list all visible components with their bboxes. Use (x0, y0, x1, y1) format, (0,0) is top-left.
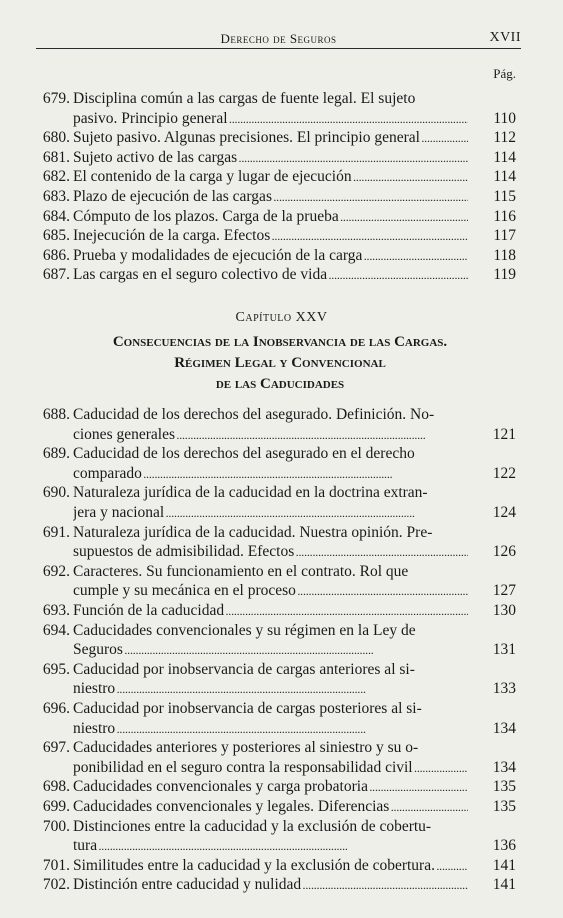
running-head-title: Derecho de Seguros (220, 31, 337, 46)
toc-entry-number: 699. (42, 798, 70, 815)
toc-entry-number: 684. (42, 207, 70, 225)
toc-entry-title-line: ciones generales . . . (73, 427, 468, 443)
toc-entry-page: 114 (493, 168, 516, 186)
toc-entry-title-line: Disciplina común a las cargas de fuente legal. El sujeto (73, 91, 416, 107)
toc-entry-title-line: niestro . . . (73, 721, 468, 737)
toc-entry-page: 115 (493, 188, 516, 205)
toc-entry-number: 697. (42, 739, 70, 757)
toc-entry-number: 688. (42, 406, 70, 423)
toc-entry-title-line: El contenido de la carga y lugar de ejecución . . . (73, 169, 468, 185)
toc-entry-number: 687. (42, 266, 70, 284)
toc-entry-title-line: Similitudes entre la caducidad y la exclusión de cobertura. . . . (73, 858, 468, 874)
toc-entry-page: 133 (492, 680, 516, 698)
toc-entry-title-line: Caducidades convencionales y carga probatoria . . . (73, 779, 468, 795)
toc-entry-title-line: niestro . . . (73, 681, 468, 697)
toc-entry-number: 700. (42, 817, 70, 835)
toc-entry-title-line: Caducidad por inobservancia de cargas posteriores al si- (73, 701, 422, 717)
toc-entry-title-line: Seguros . . . (73, 642, 468, 658)
toc-entry-number: 679. (42, 90, 70, 107)
running-head-page-number: XVII (489, 30, 521, 45)
toc-entry-page: 110 (493, 109, 516, 127)
toc-entry-page: 141 (492, 856, 516, 874)
toc-entry-title-line: Caracteres. Su funcionamiento en el contrato. Rol que (73, 563, 409, 580)
toc-entry-title-line: Caducidad de los derechos del asegurado. Definición. No- (73, 407, 435, 423)
toc-entry-number: 681. (42, 148, 70, 166)
toc-entry-page: 134 (492, 719, 516, 737)
toc-entry-title-line: Naturaleza jurídica de la caducidad en la doctrina extran- (73, 485, 428, 502)
toc-entry-page: 122 (492, 464, 516, 482)
toc-entry-title-line: Distinción entre caducidad y nulidad . . . (73, 877, 468, 893)
toc-entry-number: 696. (42, 700, 70, 717)
toc-entry-title-line: Función de la caducidad . . . (73, 603, 468, 619)
toc-entry-page: 135 (492, 798, 516, 815)
toc-entry-number: 683. (42, 188, 70, 205)
toc-entry-title-line: Prueba y modalidades de ejecución de la carga . . . (73, 248, 468, 264)
toc-entry-page: 126 (492, 543, 516, 561)
toc-entry-number: 693. (42, 602, 70, 619)
toc-entry-title-line: tura . . . (73, 838, 468, 854)
toc-entry-number: 690. (42, 484, 70, 502)
toc-entry-number: 685. (42, 227, 70, 245)
toc-entry-title-line: Sujeto activo de las cargas . . . (73, 150, 468, 166)
toc-entry-title-line: Caducidades anteriores y posteriores al siniestro y su o- (73, 740, 419, 757)
toc-entry-title-line: Plazo de ejecución de las cargas . . . (73, 189, 468, 205)
toc-entry-page: 136 (492, 837, 516, 855)
toc-entry-title-line: jera y nacional . . . (73, 505, 468, 521)
toc-entry-title-line: Cómputo de los plazos. Carga de la prueba . . . (73, 209, 468, 225)
toc-entry-title-line: ponibilidad en el seguro contra la responsabilidad civil . . . (73, 760, 468, 776)
toc-entry-title-line: Naturaleza jurídica de la caducidad. Nuestra opinión. Pre- (73, 524, 433, 541)
toc-entry-title-line: Caducidades convencionales y su régimen en la Ley de (73, 622, 416, 639)
toc-entry-number: 682. (42, 168, 70, 186)
toc-entry-number: 686. (42, 246, 70, 264)
chapter-title-line: de las Caducidades (215, 376, 345, 392)
toc-entry-page: 134 (492, 758, 516, 776)
toc-entry-number: 698. (42, 778, 70, 796)
chapter-title-line: Consecuencias de la Inobservancia de las Cargas. (112, 334, 448, 350)
toc-entry-page: 131 (492, 641, 516, 659)
toc-entry-number: 692. (42, 562, 70, 580)
toc-entry-title-line: supuestos de admisibilidad. Efectos . . . (73, 544, 468, 560)
chapter-label: Capítulo XXV (235, 310, 328, 325)
chapter-title-line: Régimen Legal y Convencional (174, 355, 386, 371)
toc-entry-title-line: Distinciones entre la caducidad y la exclusión de cobertu- (73, 818, 432, 835)
toc-entry-page: 114 (493, 148, 516, 166)
toc-entry-page: 127 (492, 582, 516, 600)
running-head (36, 30, 521, 49)
toc-entry-page: 130 (492, 602, 516, 619)
toc-entry-page: 121 (492, 425, 516, 443)
toc-entry-page: 141 (492, 876, 516, 894)
toc-entry-title-line: Sujeto pasivo. Algunas precisiones. El principio general . . . (73, 130, 468, 146)
toc-entry-title-line: Inejecución de la carga. Efectos . . . (73, 228, 468, 244)
toc-entry-page: 135 (492, 778, 516, 796)
toc-entry-number: 691. (42, 523, 70, 541)
toc-entry-title-line: Las cargas en el seguro colectivo de vida . . . (73, 267, 468, 283)
toc-entry-title-line: Caducidades convencionales y legales. Diferencias . . . (73, 799, 468, 815)
toc-entry-number: 680. (42, 129, 70, 147)
toc-entry-page: 124 (492, 503, 516, 521)
toc-entry-page: 118 (493, 246, 516, 264)
toc-entry-title-line: pasivo. Principio general . . . (73, 111, 468, 127)
toc-entry-number: 701. (42, 856, 70, 874)
toc-entry-title-line: Caducidad por inobservancia de cargas anteriores al si- (73, 661, 415, 678)
toc-entry-title-line: cumple y su mecánica en el proceso . . . (73, 583, 468, 599)
toc-entry-number: 694. (42, 621, 70, 639)
toc-entry-page: 119 (493, 266, 516, 284)
toc-entry-number: 702. (42, 876, 70, 894)
page-column-label: Pág. (493, 66, 516, 81)
toc-entry-page: 112 (493, 129, 516, 147)
toc-entry-page: 116 (493, 207, 516, 225)
toc-entry-number: 689. (42, 445, 70, 463)
toc-entry-number: 695. (42, 660, 70, 678)
toc-entry-title-line: comparado . . . (73, 466, 468, 482)
toc-entry-page: 117 (493, 227, 516, 245)
toc-entry-title-line: Caducidad de los derechos del asegurado en el derecho (73, 446, 415, 463)
